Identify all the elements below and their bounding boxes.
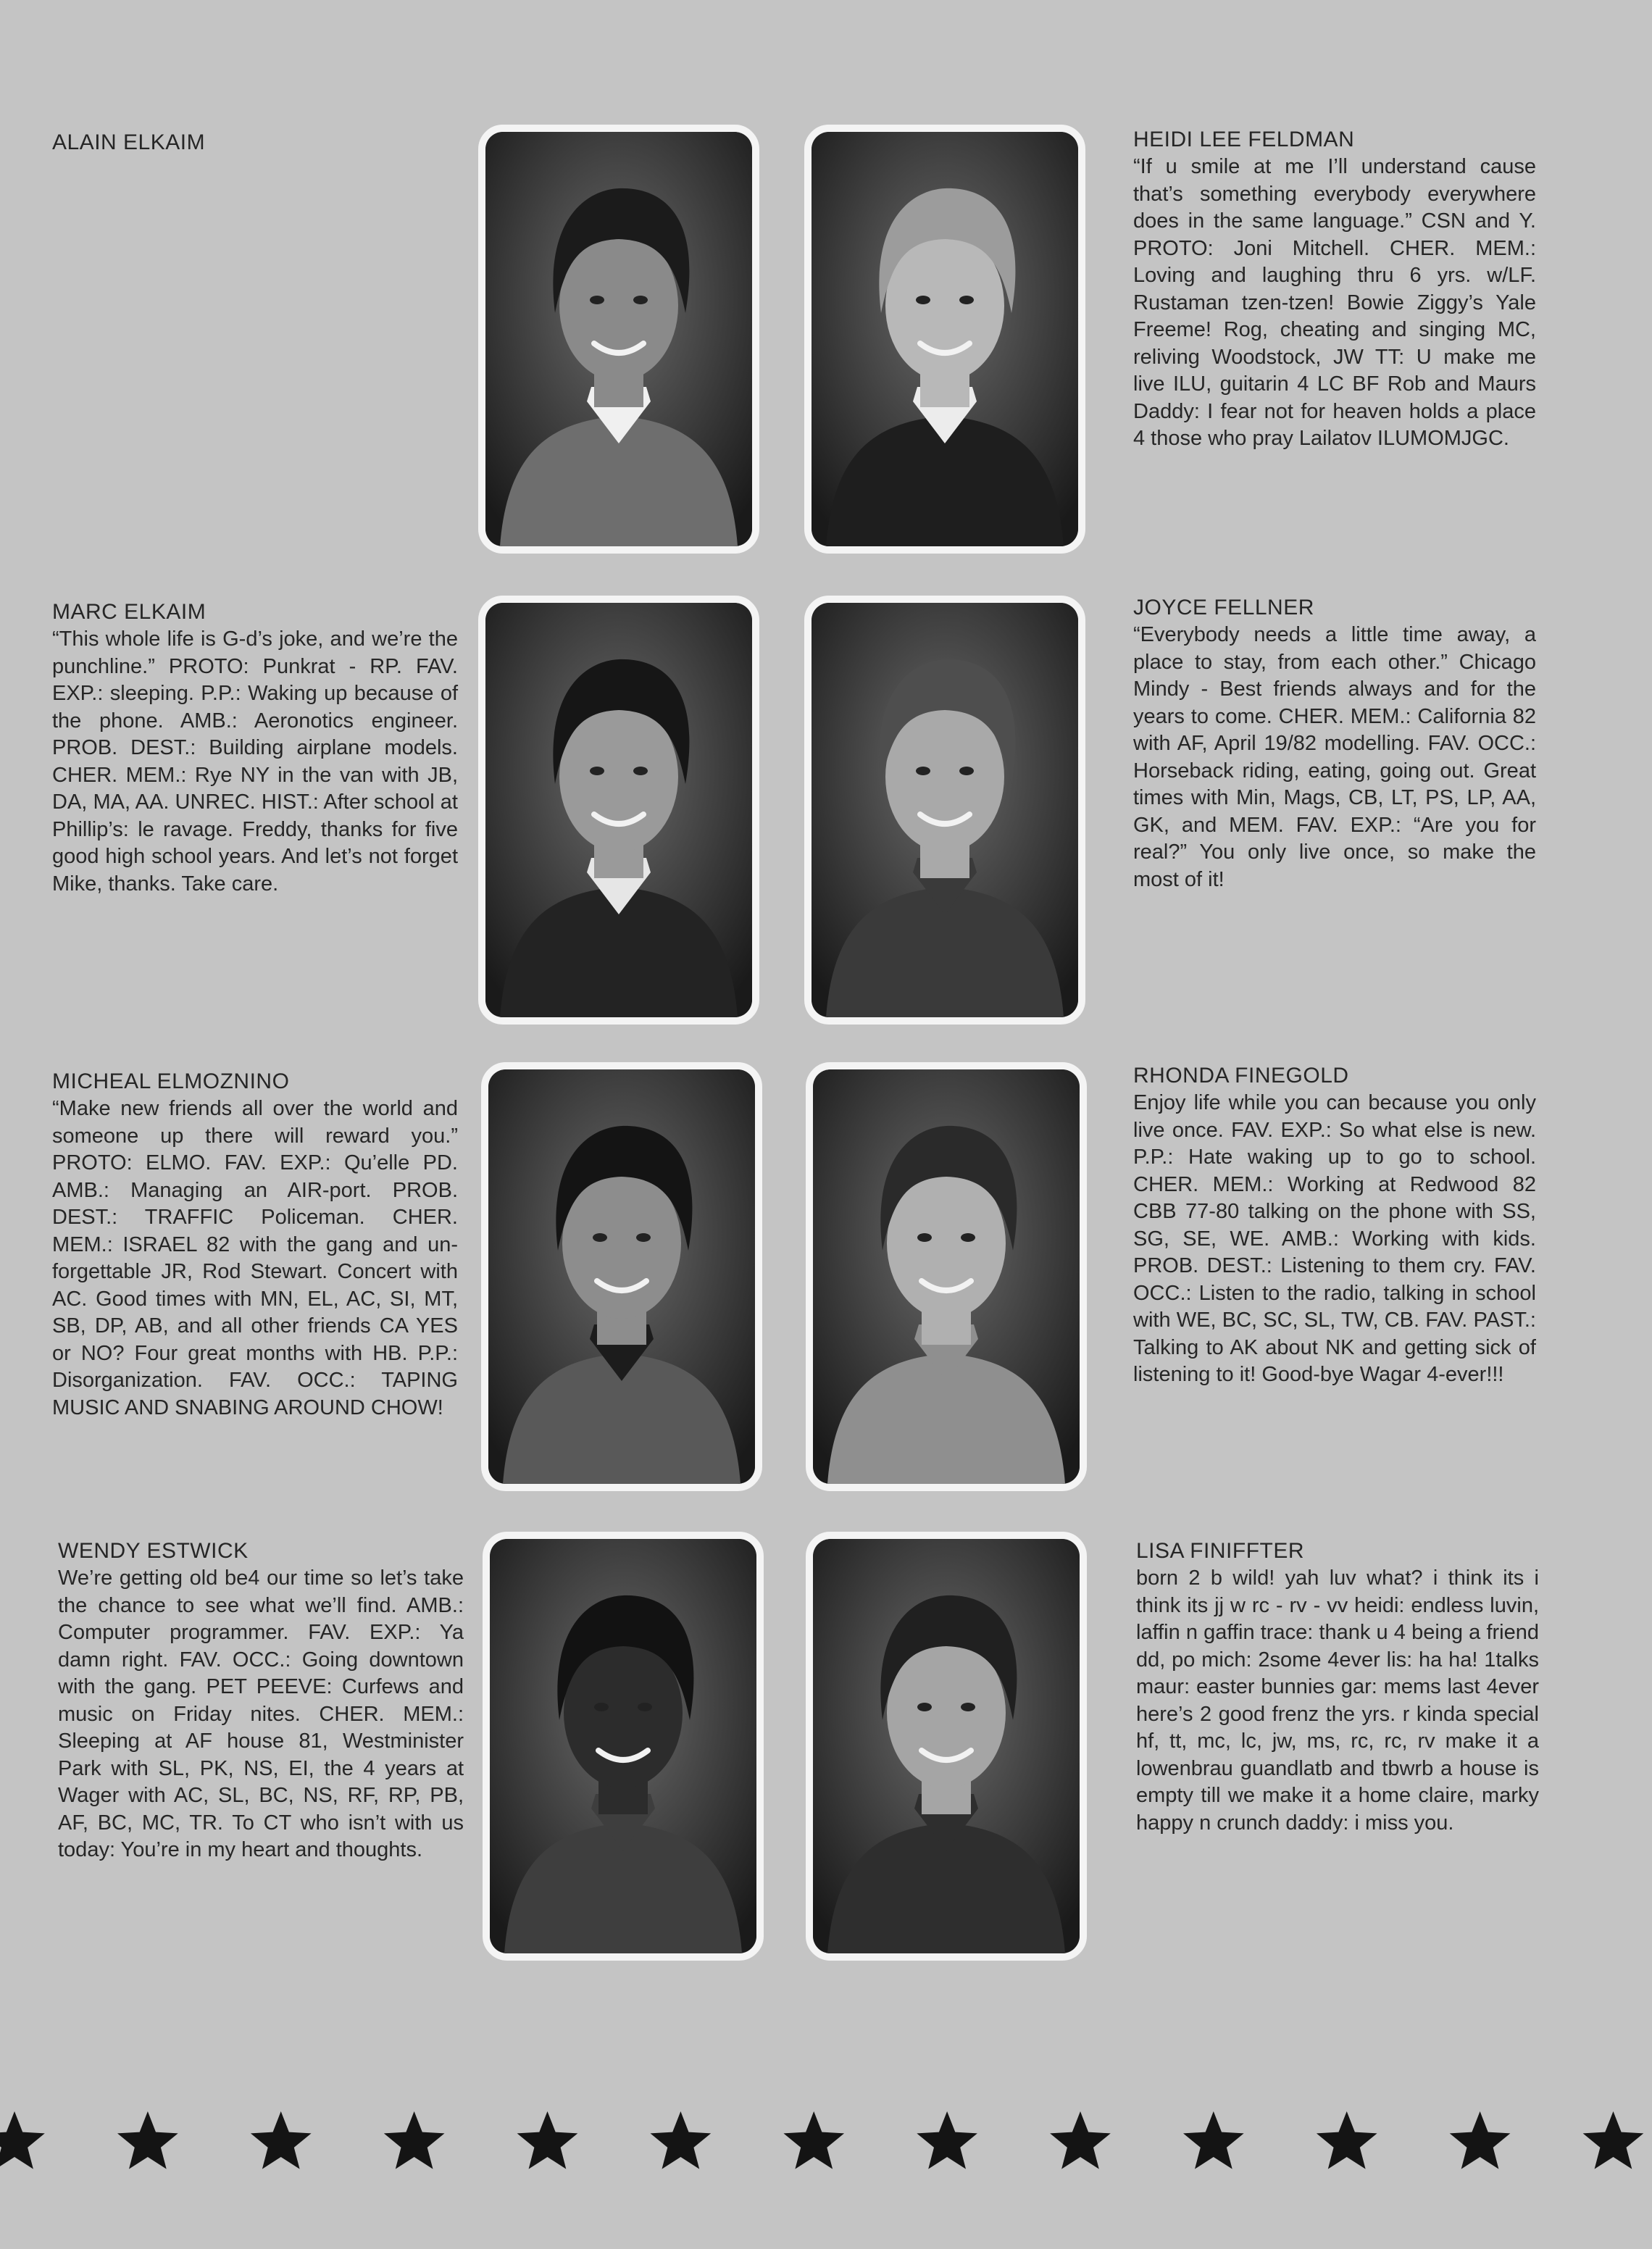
- student-quote: “This whole life is G-d’s joke, and we’re the punchline.” PROTO: Punkrat - RP. FAV. EXP.: sleeping. P.P.: Waking up because of the phone. AMB.: Aeronotics engineer. PROB. DEST.: Building airplane models. CHER. MEM.: Rye NY in the van with JB, DA, MA, AA. UNREC. HIST.: After school at Phillip’s: le ravage. Freddy, thanks for five good high school years. And let’s not forget Mike, thanks. Take care.: [52, 627, 458, 896]
- star-icon: [651, 2111, 712, 2169]
- star-icon: [783, 2111, 844, 2169]
- star-icon: [251, 2111, 312, 2169]
- student-portrait-heidi-lee-feldman: [804, 125, 1085, 554]
- student-entry-joyce-fellner: [1133, 594, 1536, 893]
- student-portrait-lisa-finiffter: [806, 1532, 1087, 1961]
- student-quote: born 2 b wild! yah luv what? i think its i think its jj w rc - rv - vv heidi: endless luvin, laffin n gaffin trace: thank u 4 being a friend dd, po mich: 2some 4ever lis: ha ha! 1talks maur: easter bunnies gar: mems last 4ever here’s 2 good frenz the yrs. r kinda special hf, tt, mc, lc, jw, ms, rc, rc, rv make it a lowenbrau guandlatb and tbwrb a house is empty till we make it a home claire, marky happy n crunch daddy: i miss you.: [1136, 1566, 1539, 1835]
- student-portrait-micheal-elmoznino: [481, 1062, 762, 1491]
- portrait-photo-icon: [812, 603, 1078, 1017]
- portrait-photo-icon: [813, 1069, 1080, 1484]
- star-icon: [0, 2111, 45, 2169]
- student-portrait-joyce-fellner: [804, 596, 1085, 1025]
- portrait-photo-icon: [488, 1069, 755, 1484]
- student-name: JOYCE FELLNER: [1133, 596, 1314, 619]
- portrait-photo-icon: [485, 603, 752, 1017]
- student-entry-micheal-elmoznino: [52, 1068, 458, 1422]
- student-entry-rhonda-finegold: [1133, 1062, 1536, 1389]
- student-entry-marc-elkaim: [52, 598, 458, 898]
- student-portrait-wendy-estwick: [483, 1532, 764, 1961]
- student-name: RHONDA FINEGOLD: [1133, 1064, 1349, 1088]
- star-icon: [517, 2111, 578, 2169]
- portrait-photo-icon: [490, 1539, 756, 1953]
- star-icon: [117, 2111, 178, 2169]
- student-name: MICHEAL ELMOZNINO: [52, 1069, 290, 1093]
- star-icon: [384, 2111, 445, 2169]
- student-entry-heidi-lee-feldman: [1133, 126, 1536, 453]
- student-entry-wendy-estwick: [58, 1537, 464, 1864]
- student-portrait-rhonda-finegold: [806, 1062, 1087, 1491]
- star-icon: [1050, 2111, 1111, 2169]
- student-entry-lisa-finiffter: [1136, 1537, 1539, 1837]
- student-name: HEIDI LEE FELDMAN: [1133, 128, 1355, 151]
- star-border: [0, 2101, 1652, 2181]
- portrait-photo-icon: [485, 132, 752, 546]
- star-icon: [1183, 2111, 1244, 2169]
- star-icon: [1317, 2111, 1377, 2169]
- student-portrait-marc-elkaim: [478, 596, 759, 1025]
- student-name: MARC ELKAIM: [52, 600, 206, 624]
- student-name: WENDY ESTWICK: [58, 1539, 249, 1563]
- student-portrait-alain-elkaim: [478, 125, 759, 554]
- star-icon: [1450, 2111, 1511, 2169]
- star-icon: [1583, 2111, 1644, 2169]
- star-icon: [917, 2111, 977, 2169]
- student-name: ALAIN ELKAIM: [52, 130, 206, 154]
- student-name: LISA FINIFFTER: [1136, 1539, 1305, 1563]
- student-quote: “Make new friends all over the world and someone up there will reward you.” PROTO: ELMO. FAV. EXP.: Qu’elle PD. AMB.: Managing an AIR-port. PROB. DEST.: TRAFFIC Policeman. CHER. MEM.: ISRAEL 82 with the gang and un-forgettable JR, Rod Stewart. Concert with AC. Good times with MN, EL, AC, SI, MT, SB, DP, AB, and all other friends CA YES or NO? Four great months with HB. P.P.: Disorganization. FAV. OCC.: TAPING MUSIC AND SNABING AROUND CHOW!: [52, 1097, 458, 1419]
- student-quote: We’re getting old be4 our time so let’s take the chance to see what we’ll find. AMB.: Computer programmer. FAV. EXP.: Ya damn right. FAV. OCC.: Going downtown with the gang. PET PEEVE: Curfews and music on Friday nites. CHER. MEM.: Sleeping at AF house 81, Westminister Park with SL, PK, NS, EI, the 4 years at Wager with AC, SL, BC, NS, RF, RP, PB, AF, BC, MC, TR. To CT who isn’t with us today: You’re in my heart and thoughts.: [58, 1566, 464, 1861]
- portrait-photo-icon: [813, 1539, 1080, 1953]
- student-entry-alain-elkaim: [52, 129, 458, 157]
- portrait-photo-icon: [812, 132, 1078, 546]
- student-quote: Enjoy life while you can because you only live once. FAV. EXP.: So what else is new. P.P.: Hate waking up to go to school. CHER. MEM.: Working at Redwood 82 CBB 77-80 talking on the phone with SS, SG, SE, WE. AMB.: Working with kids. PROB. DEST.: Listening to them cry. FAV. OCC.: Listen to the radio, talking in school with WE, BC, SC, SL, TW, CB. FAV. PAST.: Talking to AK about NK and getting sick of listening to it! Good-bye Wagar 4-ever!!!: [1133, 1091, 1536, 1386]
- student-quote: “If u smile at me I’ll understand cause that’s something everybody everywhere does in the same language.” CSN and Y. PROTO: Joni Mitchell. CHER. MEM.: Loving and laughing thru 6 yrs. w/LF. Rustaman tzen-tzen! Bowie Ziggy’s Yale Freeme! Rog, cheating and singing MC, reliving Woodstock, JW TT: U make me live ILU, guitarin 4 LC BF Rob and Maurs Daddy: I fear not for heaven holds a place 4 those who pray Lailatov ILUMOMJGC.: [1133, 155, 1536, 450]
- student-quote: “Everybody needs a little time away, a place to stay, from each other.” Chicago Mindy - Best friends always and for the years to come. CHER. MEM.: California 82 with AF, April 19/82 modelling. FAV. OCC.: Horseback riding, eating, going out. Great times with Min, Mags, CB, LT, PS, LP, AA, GK, and MEM. FAV. EXP.: “Are you for real?” You only live once, so make the most of it!: [1133, 623, 1536, 891]
